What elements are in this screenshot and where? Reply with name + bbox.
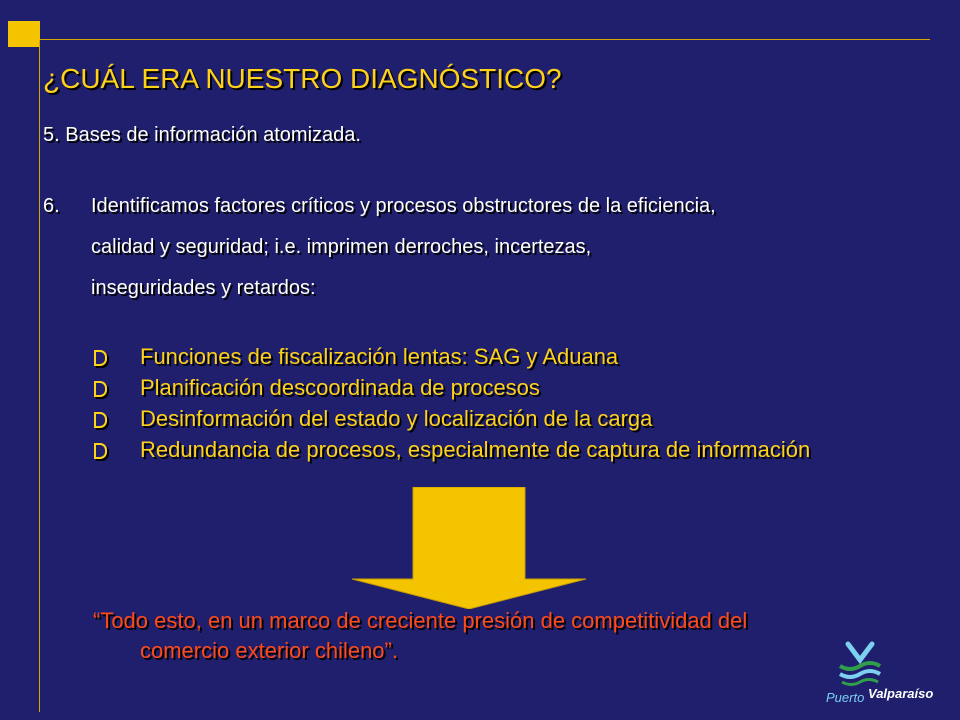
quote-line-2: comercio exterior chileno”.: [140, 638, 398, 663]
list-item: [88, 403, 920, 434]
logo-emblem-icon: [820, 640, 950, 690]
bullet-list: [88, 341, 920, 465]
slide-title: ¿CUÁL ERA NUESTRO DIAGNÓSTICO?: [43, 63, 562, 94]
top-divider-line: [40, 39, 930, 40]
quote-line-1: “Todo esto, en un marco de creciente presión de competitividad del: [93, 608, 748, 633]
point-6-line-2: calidad y seguridad; i.e. imprimen derroches, incertezas,: [91, 236, 592, 258]
corner-accent-square: [8, 21, 40, 47]
point-6-line-3: inseguridades y retardos:: [91, 277, 316, 299]
list-item: [88, 372, 920, 403]
logo-word-valparaiso: Valparaíso: [868, 686, 934, 701]
d-bullet-icon: [94, 443, 107, 459]
down-arrow-icon: [350, 487, 590, 609]
bullet-text: Planificación descoordinada de procesos: [140, 375, 540, 400]
point-6-line-1: Identificamos factores críticos y procesos obstructores de la eficiencia,: [91, 195, 716, 217]
bullet-text: Desinformación del estado y localización de la carga: [140, 406, 653, 431]
d-bullet-icon: [94, 350, 107, 366]
left-divider-line: [39, 40, 40, 712]
bullet-text: Redundancia de procesos, especialmente de captura de información: [140, 437, 811, 462]
point-6-number: 6.: [43, 195, 60, 217]
logo-word-puerto: Puerto: [826, 690, 865, 705]
closing-quote: [93, 606, 920, 666]
d-bullet-icon: [94, 412, 107, 428]
list-item: [88, 434, 920, 465]
point-6-paragraph: [43, 186, 920, 309]
point-5-text: 5. Bases de información atomizada.: [43, 124, 361, 146]
list-item: [88, 341, 920, 372]
d-bullet-icon: [94, 381, 107, 397]
puerto-valparaiso-logo: [820, 640, 950, 712]
bullet-text: Funciones de fiscalización lentas: SAG y Aduana: [140, 344, 619, 369]
